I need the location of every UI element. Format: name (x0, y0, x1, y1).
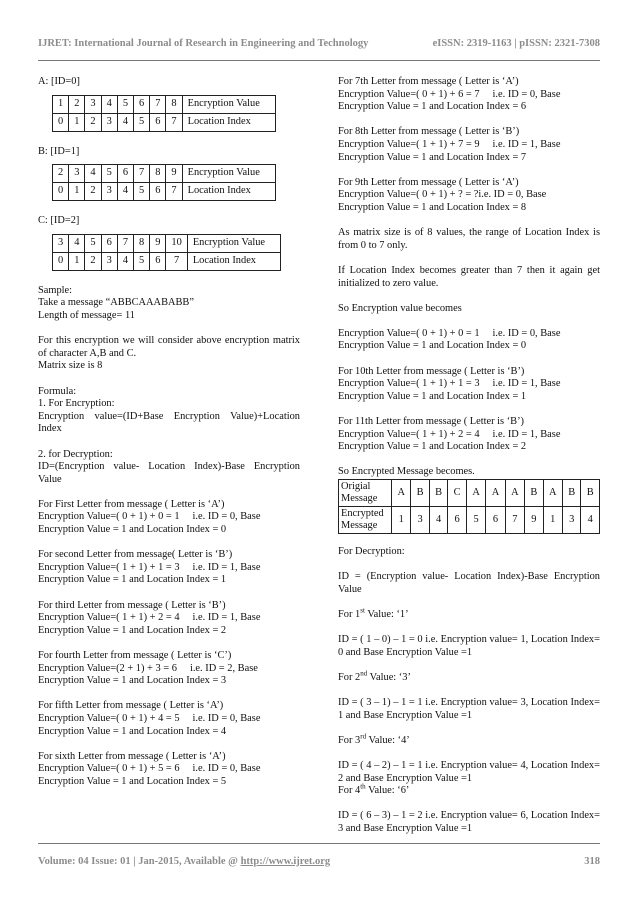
step-paragraph (338, 76, 600, 114)
table-cell: 7 (166, 252, 187, 270)
step-line: Encryption Value = 1 and Location Index = 2 (38, 624, 227, 636)
decryption-formula: ID = (Encryption value- Location Index)-Base Encryption Value (338, 571, 600, 595)
table-cell: 3 (411, 507, 430, 534)
formula-enc-title: 1. For Encryption: (38, 398, 115, 410)
table-cell: 4 (117, 113, 133, 131)
table-b (52, 164, 276, 201)
table-cell: 1 (392, 507, 411, 534)
table-row (53, 165, 276, 183)
dec-step-body: ID = ( 1 – 0) – 1 = 0 i.e. Encryption value= 1, Location Index= 0 and Base Encryption Value =1 (338, 634, 600, 658)
table-cell: 4 (69, 234, 85, 252)
table-cell: C (448, 480, 467, 507)
step-line: Encryption Value=( 0 + 1) + 6 = 7 i.e. ID = 0, Base (338, 88, 561, 100)
step-title: For 10th Letter from message ( Letter is ‘B’) (338, 365, 525, 377)
table-cell: 5 (134, 183, 150, 201)
step-paragraph (338, 177, 600, 215)
table-cell: 8 (150, 165, 166, 183)
row-label: Encryption Value (182, 95, 275, 113)
dec-title-pre: For 1 (338, 608, 361, 620)
table-cell: A (505, 480, 524, 507)
journal-title: IJRET: International Journal of Research in Engineering and Technology (38, 38, 369, 49)
dec-title-pre: For 2 (338, 671, 361, 683)
table-cell: 9 (150, 234, 166, 252)
step-paragraph (338, 416, 600, 454)
dec-title-pre: For 3 (338, 734, 361, 746)
table-cell: B (525, 480, 544, 507)
table-cell: 1 (69, 252, 85, 270)
step-paragraph (38, 549, 300, 587)
table-cell: 9 (525, 507, 544, 534)
step-line: Encryption Value = 1 and Location Index = 7 (338, 151, 527, 163)
step-title: For First Letter from message ( Letter is ‘A’) (38, 498, 225, 510)
dec-title-pre: For 4 (338, 785, 361, 797)
table-cell: 4 (429, 507, 448, 534)
table-cell: 2 (85, 252, 101, 270)
issn: eISSN: 2319-1163 | pISSN: 2321-7308 (432, 38, 600, 49)
table-cell: 4 (117, 252, 133, 270)
table-a-heading: A: [ID=0] (38, 76, 80, 87)
step-line: Encryption Value = 1 and Location Index = 1 (38, 574, 227, 586)
table-cell: 3 (562, 507, 581, 534)
step-title: For second Letter from message( Letter is ‘B’) (38, 549, 233, 561)
table-cell: 1 (69, 113, 85, 131)
step-line: Encryption Value=( 1 + 1) + 1 = 3 i.e. ID = 1, Base (338, 378, 561, 390)
table-cell: 5 (134, 113, 150, 131)
page-number: 318 (584, 856, 600, 867)
step-line: Encryption Value = 1 and Location Index = 0 (38, 524, 227, 536)
table-cell: 1 (543, 507, 562, 534)
step-paragraph (38, 499, 300, 537)
step-line: Encryption Value = 1 and Location Index = 6 (338, 101, 527, 113)
step-line: Encryption Value = 1 and Location Index = 2 (338, 441, 527, 453)
dec-title-post: Value: ‘1’ (364, 608, 409, 620)
table-c (52, 234, 281, 271)
table-cell: 4 (101, 95, 117, 113)
table-cell: 6 (134, 95, 150, 113)
step-title: For fifth Letter from message ( Letter is ‘A’) (38, 700, 224, 712)
sample-length: Length of message= 11 (38, 309, 135, 321)
table-cell: 2 (53, 165, 69, 183)
table-cell: 1 (69, 183, 85, 201)
table-cell: 5 (134, 252, 150, 270)
encrypted-message-table (338, 479, 600, 534)
step-paragraph (38, 600, 300, 638)
step-line: Encryption Value=(2 + 1) + 3 = 6 i.e. ID = 2, Base (38, 662, 258, 674)
ordinal-suffix: st (360, 606, 365, 615)
step-line: Encryption Value=( 0 + 1) + 5 = 6 i.e. ID = 0, Base (38, 763, 261, 775)
table-cell: 3 (53, 234, 69, 252)
row-label: Origial Message (339, 480, 392, 507)
journal-link[interactable]: http://www.ijret.org (240, 856, 331, 867)
step-line: Encryption Value=( 0 + 1) + 0 = 1 i.e. ID = 0, Base (38, 511, 261, 523)
step-line: Encryption Value = 1 and Location Index = 3 (38, 675, 227, 687)
left-column (38, 76, 300, 789)
step-title: For sixth Letter from message ( Letter is ‘A’) (38, 750, 226, 762)
table-cell: 2 (85, 113, 101, 131)
ordinal-suffix: nd (360, 669, 368, 678)
table-cell: 6 (150, 252, 166, 270)
table-cell: 5 (101, 165, 117, 183)
table-cell: 7 (134, 165, 150, 183)
table-row (53, 113, 276, 131)
step-paragraph (338, 366, 600, 404)
table-cell: A (543, 480, 562, 507)
table-cell: 5 (85, 234, 101, 252)
table-cell: 6 (117, 165, 133, 183)
table-cell: B (581, 480, 600, 507)
step-line: Encryption Value=( 0 + 1) + 4 = 5 i.e. ID = 0, Base (38, 712, 261, 724)
matrix-size: Matrix size is 8 (38, 360, 103, 372)
step-title: For 9th Letter from message ( Letter is ‘A’) (338, 176, 519, 188)
table-row (53, 183, 276, 201)
table-b-heading: B: [ID=1] (38, 145, 80, 157)
step-paragraph (38, 700, 300, 738)
dec-title-post: Value: ‘3’ (367, 671, 411, 683)
dec-title-post: Value: ‘4’ (366, 734, 410, 746)
table-cell: 7 (166, 113, 182, 131)
table-cell: 9 (166, 165, 182, 183)
sample-heading: Sample: (38, 284, 73, 296)
table-cell: A (486, 480, 505, 507)
table-row (53, 95, 276, 113)
table-cell: 8 (134, 234, 150, 252)
step-title: For 8th Letter from message ( Letter is ‘B’) (338, 126, 520, 138)
row-label: Encryption Value (182, 165, 275, 183)
encrypted-heading: So Encrypted Message becomes. (338, 466, 475, 478)
step-line: Encryption Value = 1 and Location Index = 1 (338, 390, 527, 402)
dec-step-title (338, 782, 600, 798)
step-line: Encryption Value=( 0 + 1) + 0 = 1 i.e. ID = 0, Base (338, 327, 561, 339)
reset-note: If Location Index becomes greater than 7 then it again get initialized to zero value. (338, 264, 600, 289)
step-line: Encryption Value = 1 and Location Index = 0 (338, 340, 527, 352)
header-rule (38, 60, 600, 61)
range-note: As matrix size is of 8 values, the range of Location Index is from 0 to 7 only. (338, 227, 600, 251)
consider-text: For this encryption we will consider above encryption matrix of character A,B and C. (38, 335, 300, 359)
table-cell: 0 (53, 183, 69, 201)
row-label: Encrypted Message (339, 507, 392, 534)
step-line: Encryption Value = 1 and Location Index = 5 (38, 775, 227, 787)
step-line: Encryption Value=( 1 + 1) + 2 = 4 i.e. ID = 1, Base (338, 428, 561, 440)
table-cell: 3 (101, 183, 117, 201)
dec-step-body: ID = ( 6 – 3) – 1 = 2 i.e. Encryption value= 6, Location Index= 3 and Base Encryption Value =1 (338, 810, 600, 835)
footer-volume (38, 856, 330, 867)
table-cell: 3 (69, 165, 85, 183)
step-line: Encryption Value=( 1 + 1) + 7 = 9 i.e. ID = 1, Base (338, 138, 561, 150)
table-cell: 6 (150, 183, 166, 201)
table-cell: 8 (166, 95, 182, 113)
dec-step-title (338, 669, 600, 685)
formula-dec: ID=(Encryption value- Location Index)-Base Encryption Value (38, 461, 300, 485)
page-header (38, 38, 600, 49)
sample-message: Take a message “ABBCAAABABB” (38, 297, 194, 309)
table-row (53, 234, 281, 252)
table-cell: A (466, 480, 485, 507)
table-cell: 0 (53, 113, 69, 131)
table-cell: B (562, 480, 581, 507)
sample-block (38, 285, 300, 323)
table-cell: 2 (69, 95, 85, 113)
step-title: For 7th Letter from message ( Letter is ‘A’) (338, 76, 519, 87)
formula-heading: Formula: (38, 385, 77, 397)
table-cell: 7 (117, 234, 133, 252)
table-cell: B (411, 480, 430, 507)
table-cell: 3 (101, 252, 117, 270)
step-line: Encryption Value=( 1 + 1) + 1 = 3 i.e. ID = 1, Base (38, 561, 261, 573)
step-paragraph (38, 650, 300, 688)
table-cell: 10 (166, 234, 187, 252)
table-cell: 6 (150, 113, 166, 131)
dec-title-post: Value: ‘6’ (365, 785, 410, 797)
table-cell: 1 (53, 95, 69, 113)
row-label: Location Index (182, 113, 275, 131)
step-title: For 11th Letter from message ( Letter is ‘B’) (338, 416, 525, 428)
table-cell: 6 (486, 507, 505, 534)
table-cell: 6 (101, 234, 117, 252)
table-cell: 7 (150, 95, 166, 113)
dec-step-title (338, 732, 600, 748)
ordinal-suffix: rd (360, 732, 367, 741)
table-cell: 7 (505, 507, 524, 534)
table-cell: B (429, 480, 448, 507)
formula-enc: Encryption value=(ID+Base Encryption Value)+Location Index (38, 410, 300, 435)
page-footer (38, 856, 600, 867)
table-a (52, 95, 276, 132)
table-row (53, 252, 281, 270)
table-cell: 4 (85, 165, 101, 183)
table-c-heading: C: [ID=2] (38, 215, 80, 227)
footer-rule (38, 843, 600, 844)
becomes-text: So Encryption value becomes (338, 302, 462, 314)
table-cell: 4 (117, 183, 133, 201)
table-cell: 6 (448, 507, 467, 534)
row-label: Location Index (182, 183, 275, 201)
table-cell: 4 (581, 507, 600, 534)
dec-step-body: ID = ( 4 – 2) – 1 = 1 i.e. Encryption value= 4, Location Index= 2 and Base Encryption Value =1 (338, 760, 600, 784)
right-column (338, 76, 600, 836)
formula-dec-title: 2. for Decryption: (38, 448, 113, 460)
table-cell: 5 (117, 95, 133, 113)
table-cell: 3 (85, 95, 101, 113)
step-title: For third Letter from message ( Letter is ‘B’) (38, 599, 226, 611)
decryption-heading: For Decryption: (338, 546, 405, 557)
table-cell: 0 (53, 252, 69, 270)
table-cell: 2 (85, 183, 101, 201)
table-cell: 5 (466, 507, 485, 534)
step-line: Encryption Value=( 1 + 1) + 2 = 4 i.e. ID = 1, Base (38, 612, 261, 624)
dec-step-body: ID = ( 3 – 1) – 1 = 1 i.e. Encryption value= 3, Location Index= 1 and Base Encryption Value =1 (338, 697, 600, 721)
row-label: Location Index (187, 252, 280, 270)
step-paragraph (338, 126, 600, 164)
volume-text: Volume: 04 Issue: 01 | Jan-2015, Available @ (38, 856, 238, 867)
table-cell: A (392, 480, 411, 507)
step-paragraph (38, 751, 300, 789)
step-paragraph (338, 328, 600, 353)
table-cell: 3 (101, 113, 117, 131)
table-cell: 7 (166, 183, 182, 201)
step-title: For fourth Letter from message ( Letter is ‘C’) (38, 650, 232, 661)
table-row (339, 507, 600, 534)
dec-step-title (338, 606, 600, 622)
step-line: Encryption Value = 1 and Location Index = 4 (38, 725, 227, 737)
step-line: Encryption Value = 1 and Location Index = 8 (338, 201, 527, 213)
row-label: Encryption Value (187, 234, 280, 252)
step-line: Encryption Value=( 0 + 1) + ? = ?i.e. ID = 0, Base (338, 189, 547, 201)
ordinal-suffix: th (360, 782, 366, 791)
table-row (339, 480, 600, 507)
